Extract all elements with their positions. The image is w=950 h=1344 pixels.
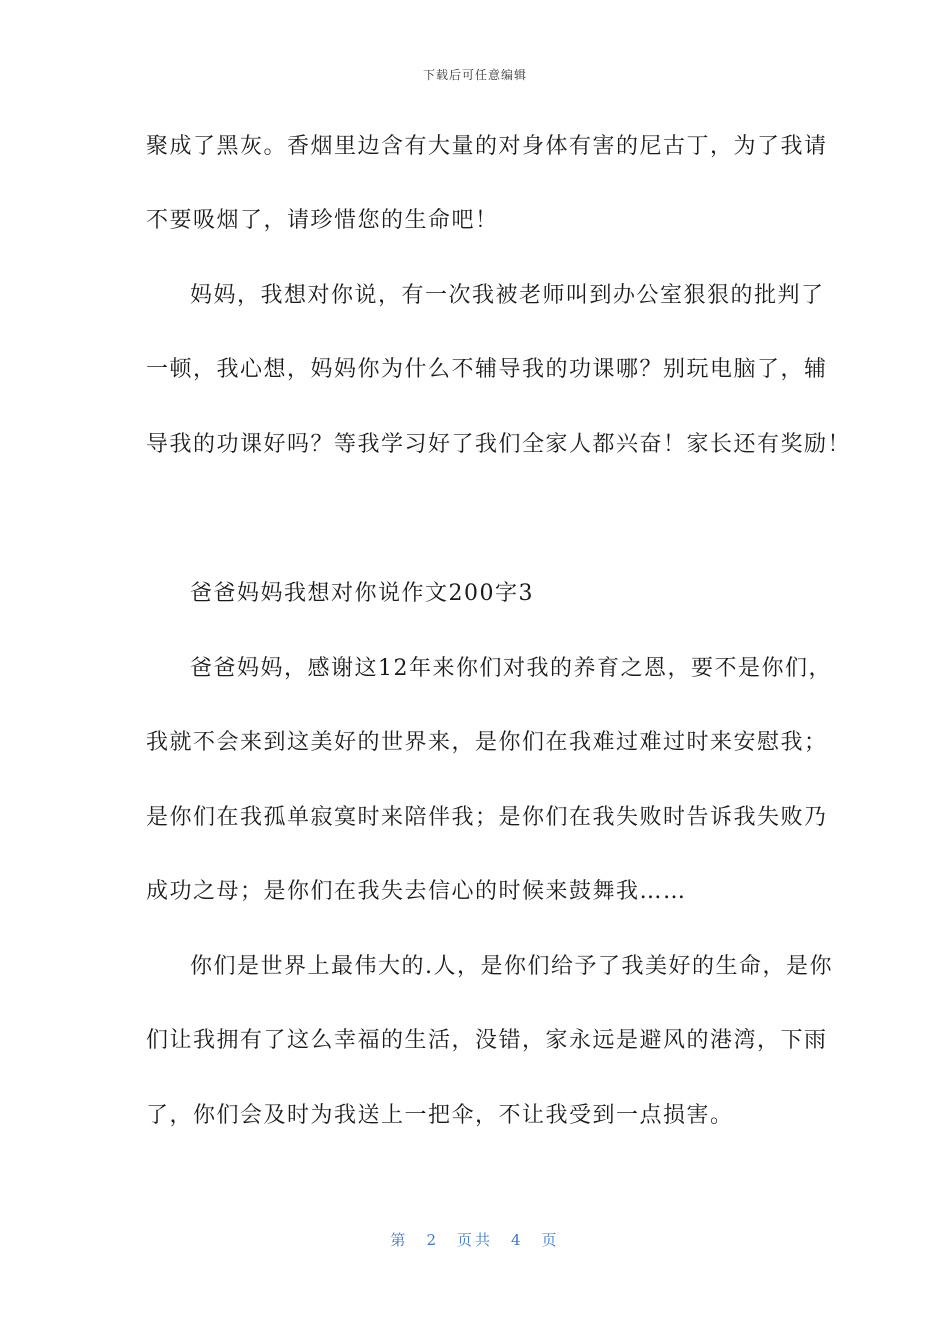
text-line-9: 是你们在我孤单寂寞时来陪伴我；是你们在我失败时告诉我失败乃: [146, 805, 828, 830]
text-line-13: 了，你们会及时为我送上一把伞，不让我受到一点损害。: [146, 1103, 734, 1128]
footer-page-number: 2: [426, 1231, 439, 1249]
text-line-2: 不要吸烟了，请珍惜您的生命吧！: [146, 208, 499, 233]
footer-suffix: 页: [541, 1231, 560, 1249]
text-line-1: 聚成了黑灰。香烟里边含有大量的对身体有害的尼古丁，为了我请: [146, 134, 828, 159]
text-line-8: 我就不会来到这美好的世界来，是你们在我难过难过时来安慰我；: [146, 730, 828, 755]
page-header: 下载后可任意编辑: [422, 68, 527, 82]
text-line-12: 们让我拥有了这么幸福的生活，没错，家永远是避风的港湾，下雨: [146, 1028, 828, 1053]
paragraph-start-line: 妈妈，我想对你说，有一次我被老师叫到办公室狠狠的批判了: [190, 283, 825, 308]
paragraph-start-line: 爸爸妈妈，感谢这12年来你们对我的养育之恩，要不是你们，: [190, 656, 832, 681]
footer-mid: 页共: [456, 1231, 493, 1249]
footer-total-pages: 4: [511, 1231, 524, 1249]
text-line-5: 导我的功课好吗？等我学习好了我们全家人都兴奋！家长还有奖励！: [146, 432, 852, 457]
text-line-4: 一顿，我心想，妈妈你为什么不辅导我的功课哪？别玩电脑了，辅: [146, 357, 828, 382]
text-line-10: 成功之母；是你们在我失去信心的时候来鼓舞我……: [146, 879, 687, 904]
paragraph-start-line: 你们是世界上最伟大的.人，是你们给予了我美好的生命，是你: [190, 954, 833, 979]
section-heading: 爸爸妈妈我想对你说作文200字3: [190, 581, 534, 606]
footer-prefix: 第: [390, 1231, 409, 1249]
page-footer: [0, 1229, 950, 1250]
